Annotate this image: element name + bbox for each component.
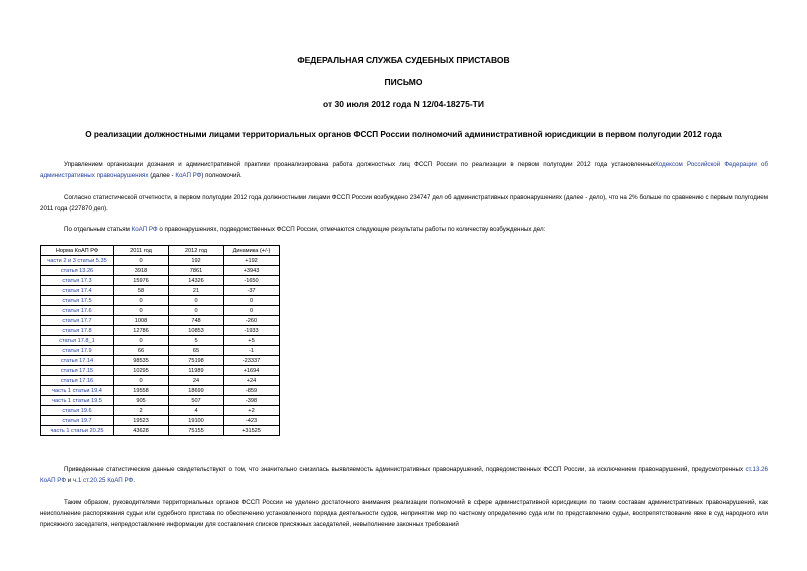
- article-20-25-link[interactable]: ч.1 ст.20.25 КоАП РФ: [72, 477, 134, 484]
- table-cell: -1933: [224, 326, 280, 336]
- table-cell: 65: [169, 346, 224, 356]
- paragraph-table-intro: [40, 224, 768, 235]
- table-cell: 0: [114, 256, 169, 266]
- table-cell: 43628: [114, 426, 169, 436]
- table-row: [41, 406, 280, 416]
- norm-link-cell[interactable]: статья 17.5: [41, 296, 114, 306]
- paragraph-text: Приведенные статистические данные свидетельствуют о том, что значительно снизилась выявляемость административных правонарушений, подведомственных ФССП России, за исключением правонарушений, предусмотренных: [64, 466, 746, 473]
- table-row: [41, 336, 280, 346]
- table-header-row: [41, 246, 280, 256]
- norm-link-cell[interactable]: статья 17.8: [41, 326, 114, 336]
- table-cell: -859: [224, 386, 280, 396]
- table-cell: 4: [169, 406, 224, 416]
- table-cell: 0: [114, 296, 169, 306]
- norm-link-cell[interactable]: статья 17.8_1: [41, 336, 114, 346]
- paragraph-intro: [40, 159, 768, 181]
- table-cell: 0: [114, 336, 169, 346]
- table-row: [41, 316, 280, 326]
- table-cell: 0: [169, 296, 224, 306]
- table-row: [41, 286, 280, 296]
- paragraph-text: .: [133, 477, 135, 484]
- norm-link-cell[interactable]: статья 17.16: [41, 376, 114, 386]
- table-cell: 24: [169, 376, 224, 386]
- paragraph-text: о правонарушениях, подведомственных ФССП России, отмечаются следующие результаты работы по количеству возбужденных дел:: [157, 226, 546, 233]
- norm-link-cell[interactable]: часть 1 статьи 19.5: [41, 396, 114, 406]
- table-row: [41, 346, 280, 356]
- table-cell: -23337: [224, 356, 280, 366]
- table-row: [41, 296, 280, 306]
- doc-type-heading: ПИСЬМО: [384, 77, 423, 87]
- table-cell: 12786: [114, 326, 169, 336]
- table-cell: 19558: [114, 386, 169, 396]
- paragraph-text: Управлением организации дознания и административной практики проанализирована работа должностных лиц ФССП России по реализации в первом полугодии 2012 года установленных: [64, 161, 656, 168]
- koap-full-link[interactable]: Кодексом Российской Федерации об административных правонарушениях: [40, 161, 768, 179]
- norm-link-cell[interactable]: статья 13.26: [41, 266, 114, 276]
- table-cell: 58: [114, 286, 169, 296]
- table-cell: 2: [114, 406, 169, 416]
- table-cell: 0: [169, 306, 224, 316]
- norm-link-cell[interactable]: статья 17.7: [41, 316, 114, 326]
- table-cell: 507: [169, 396, 224, 406]
- table-cell: 14326: [169, 276, 224, 286]
- table-cell: 19100: [169, 416, 224, 426]
- norm-link-cell[interactable]: часть 1 статьи 20.25: [41, 426, 114, 436]
- paragraph-text: ) полномочий.: [201, 172, 242, 179]
- table-row: [41, 326, 280, 336]
- org-heading: ФЕДЕРАЛЬНАЯ СЛУЖБА СУДЕБНЫХ ПРИСТАВОВ: [297, 55, 510, 65]
- table-cell: 66: [114, 346, 169, 356]
- table-row: [41, 366, 280, 376]
- table-cell: 11989: [169, 366, 224, 376]
- table-row: [41, 276, 280, 286]
- table-cell: 19523: [114, 416, 169, 426]
- table-cell: 748: [169, 316, 224, 326]
- table-cell: 0: [224, 306, 280, 316]
- paragraph-text: По отдельным статьям: [64, 226, 132, 233]
- paragraph-statistics: Согласно статистической отчетности, в первом полугодии 2012 года должностными лицами ФССП России возбуждено 234747 дел об административных правонарушениях (далее - дело), что на 2% больше по сравнению с первым полугодием 2011 года (227870 дел).: [40, 194, 768, 212]
- norm-link-cell[interactable]: статья 19.7: [41, 416, 114, 426]
- subject-heading: О реализации должностными лицами территориальных органов ФССП России полномочий административной юрисдикции в первом полугодии 2012 года: [85, 130, 722, 139]
- table-cell: 0: [224, 296, 280, 306]
- table-cell: 3918: [114, 266, 169, 276]
- table-header-cell: Динамика (+/-): [224, 246, 280, 256]
- paragraph-summary: Таким образом, руководителями территориальных органов ФССП России не уделено достаточного внимания реализации полномочий в сфере административной юрисдикции по таким составам административных правонарушений, как неисполнение распоряжения судьи или судебного пристава по обеспечению установленного порядка деятельности судов, непринятие мер по частному определению суда или по представлению судьи, воспрепятствование явке в суд народного или присяжного заседателя, непредоставление информации для составления списков присяжных заседателей, невыполнение законных требований: [40, 499, 768, 528]
- table-cell: 0: [114, 376, 169, 386]
- statistics-table: [40, 245, 280, 436]
- table-row: [41, 386, 280, 396]
- article-13-26-link[interactable]: ст.13.26 КоАП РФ: [40, 466, 768, 484]
- norm-link-cell[interactable]: статья 17.3: [41, 276, 114, 286]
- table-cell: 18699: [169, 386, 224, 396]
- table-cell: 75198: [169, 356, 224, 366]
- table-cell: 1008: [114, 316, 169, 326]
- table-cell: 5: [169, 336, 224, 346]
- table-cell: 15976: [114, 276, 169, 286]
- norm-link-cell[interactable]: часть 1 статьи 19.4: [41, 386, 114, 396]
- table-header-cell: Норма КоАП РФ: [41, 246, 114, 256]
- table-row: [41, 396, 280, 406]
- norm-link-cell[interactable]: статья 17.6: [41, 306, 114, 316]
- paragraph-text: и: [66, 477, 73, 484]
- table-row: [41, 416, 280, 426]
- table-cell: +1694: [224, 366, 280, 376]
- norm-link-cell[interactable]: статья 17.9: [41, 346, 114, 356]
- table-cell: +5: [224, 336, 280, 346]
- norm-link-cell[interactable]: статья 17.4: [41, 286, 114, 296]
- table-row: [41, 256, 280, 266]
- table-cell: +31525: [224, 426, 280, 436]
- paragraph-text: (далее -: [148, 172, 176, 179]
- koap-link[interactable]: КоАП РФ: [131, 226, 158, 233]
- table-header-cell: 2011 год: [114, 246, 169, 256]
- table-cell: +2: [224, 406, 280, 416]
- koap-link[interactable]: КоАП РФ: [175, 172, 202, 179]
- norm-link-cell[interactable]: части 2 и 3 статьи 5.35: [41, 256, 114, 266]
- table-cell: -423: [224, 416, 280, 426]
- table-row: [41, 266, 280, 276]
- table-cell: 7861: [169, 266, 224, 276]
- table-header-cell: 2012 год: [169, 246, 224, 256]
- table-row: [41, 426, 280, 436]
- paragraph-conclusion: [40, 464, 768, 486]
- table-cell: 10853: [169, 326, 224, 336]
- table-row: [41, 376, 280, 386]
- table-cell: -1650: [224, 276, 280, 286]
- table-cell: 10295: [114, 366, 169, 376]
- table-cell: -37: [224, 286, 280, 296]
- table-row: [41, 306, 280, 316]
- table-cell: 0: [114, 306, 169, 316]
- table-cell: 75155: [169, 426, 224, 436]
- table-cell: -260: [224, 316, 280, 326]
- table-cell: +192: [224, 256, 280, 266]
- norm-link-cell[interactable]: статья 17.14: [41, 356, 114, 366]
- norm-link-cell[interactable]: статья 17.15: [41, 366, 114, 376]
- table-row: [41, 356, 280, 366]
- table-cell: -1: [224, 346, 280, 356]
- table-cell: 98535: [114, 356, 169, 366]
- date-number-heading: от 30 июля 2012 года N 12/04-18275-ТИ: [323, 99, 484, 109]
- table-cell: 192: [169, 256, 224, 266]
- table-cell: -398: [224, 396, 280, 406]
- table-cell: 21: [169, 286, 224, 296]
- table-cell: +3943: [224, 266, 280, 276]
- table-cell: 905: [114, 396, 169, 406]
- norm-link-cell[interactable]: статья 19.6: [41, 406, 114, 416]
- table-cell: +24: [224, 376, 280, 386]
